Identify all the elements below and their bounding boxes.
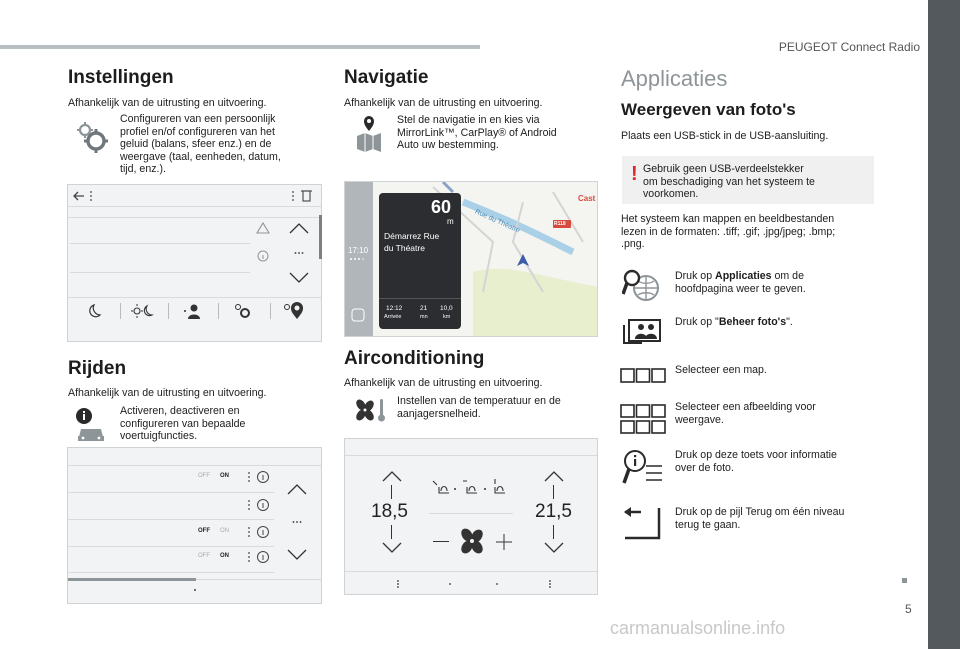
- page-indicator-icon: [294, 251, 304, 255]
- globe-search-icon: [622, 268, 660, 304]
- navigation-card: [379, 193, 461, 329]
- eta-value: 12:12: [386, 305, 403, 312]
- page-dot-icon: [193, 588, 197, 592]
- warning-text: Gebruik geen USB-verdeelstekker om beschadiging van het systeem te voorkomen.: [643, 163, 815, 200]
- toggle-off-label[interactable]: OFF: [198, 553, 210, 559]
- clock: 17:10: [348, 246, 369, 255]
- climate-screen-panel: [344, 438, 598, 595]
- step-go-back: Druk op de pijl Terug om één niveau terug te gaan.: [675, 506, 845, 531]
- profile-icon[interactable]: [180, 302, 202, 320]
- scroll-down-icon[interactable]: [286, 548, 308, 562]
- signal-dots-icon: [349, 257, 365, 261]
- menu-info-icon[interactable]: [246, 550, 272, 564]
- airconditioning-intro: Afhankelijk van de uitrusting en uitvoering.: [344, 377, 543, 389]
- temp-left-value: 18,5: [371, 501, 408, 522]
- street-line-1: Démarrez Rue: [384, 231, 440, 241]
- temp-right-value: 21,5: [535, 501, 572, 522]
- distance-value: 60: [431, 197, 452, 217]
- instellingen-intro: Afhankelijk van de uitrusting en uitvoering.: [68, 97, 267, 109]
- back-arrow-icon[interactable]: [72, 189, 96, 203]
- folder-row-icon: [620, 367, 666, 385]
- rijden-title: Rijden: [68, 358, 127, 379]
- settings-screen-panel: [67, 184, 322, 342]
- road-label: R118: [554, 221, 566, 227]
- settings-icon[interactable]: [232, 301, 254, 321]
- scrollbar[interactable]: [319, 215, 322, 259]
- info-search-icon: [622, 448, 664, 488]
- applicaties-title: Applicaties: [621, 66, 728, 91]
- driving-screen-panel: [67, 447, 322, 604]
- photo-management-icon: [622, 315, 662, 345]
- toggle-on-label[interactable]: ON: [220, 473, 229, 479]
- temp-left-down-icon[interactable]: [381, 541, 403, 555]
- street-line-2: du Théatre: [384, 243, 425, 253]
- home-button-icon[interactable]: [351, 308, 365, 322]
- panel-divider: [68, 206, 321, 207]
- remaining-km-label: km: [443, 314, 451, 320]
- step-photo-info: Druk op deze toets voor informatie over de foto.: [675, 449, 837, 474]
- info-icon: [257, 250, 269, 262]
- brightness-night-icon[interactable]: [130, 302, 154, 320]
- back-arrow-icon: [621, 506, 663, 540]
- fan-decrease-button[interactable]: [433, 541, 449, 542]
- remaining-minutes: 21: [420, 305, 428, 312]
- top-divider-bar: [0, 45, 480, 49]
- page-number: 5: [905, 602, 912, 616]
- fan-temperature-icon: [352, 397, 388, 423]
- settings-gears-icon: [74, 120, 110, 154]
- menu-info-icon[interactable]: [246, 470, 272, 484]
- rijden-intro: Afhankelijk van de uitrusting en uitvoering.: [68, 387, 267, 399]
- toggle-off-label[interactable]: OFF: [198, 473, 210, 479]
- temp-right-up-icon[interactable]: [543, 469, 565, 483]
- airconditioning-title: Airconditioning: [344, 348, 485, 369]
- menu-info-icon[interactable]: [246, 498, 272, 512]
- scroll-down-icon[interactable]: [288, 271, 310, 285]
- eta-label: Arrivée: [384, 314, 402, 320]
- street-name-label: Rue du Théatre: [473, 208, 521, 235]
- location-settings-icon[interactable]: [282, 301, 306, 321]
- step-select-folder: Selecteer een map.: [675, 364, 767, 376]
- panel-divider: [70, 272, 250, 273]
- panel-divider: [68, 217, 321, 218]
- watermark: carmanualsonline.info: [610, 618, 786, 638]
- formats-text: Het systeem kan mappen en beeldbestanden lezen in de formaten: .tiff; .gif; .jpg/jpeg; .bmp; .png.: [621, 213, 836, 250]
- toggle-off-label[interactable]: OFF: [198, 528, 210, 534]
- warning-exclamation-icon: !: [631, 163, 638, 185]
- temp-right-down-icon[interactable]: [543, 541, 565, 555]
- image-grid-icon: [620, 403, 666, 435]
- menu-info-icon[interactable]: [246, 525, 272, 539]
- climate-bottom-menu[interactable]: [395, 579, 555, 589]
- toggle-on-label[interactable]: ON: [220, 553, 229, 559]
- remaining-km: 10,0: [440, 305, 453, 312]
- fan-speed-icon: [457, 527, 487, 555]
- panel-divider: [70, 243, 250, 244]
- map-label: Cast: [578, 194, 596, 203]
- menu-trash-icon[interactable]: [290, 189, 314, 203]
- temp-left-up-icon[interactable]: [381, 469, 403, 483]
- fan-increase-button[interactable]: [495, 533, 513, 551]
- navigatie-description: Stel de navigatie in en kies via MirrorLink™, CarPlay® of Android Auto uw bestemming.: [397, 114, 557, 151]
- navigation-map-icon: [354, 114, 384, 154]
- scroll-up-icon[interactable]: [288, 221, 310, 235]
- navigatie-intro: Afhankelijk van de uitrusting en uitvoering.: [344, 97, 543, 109]
- warning-triangle-icon: [256, 222, 270, 234]
- end-marker: [902, 578, 907, 583]
- air-distribution-icons[interactable]: [429, 477, 515, 495]
- remaining-minutes-label: mn: [420, 314, 428, 320]
- airconditioning-description: Instellen van de temperatuur en de aanjagersnelheid.: [397, 395, 561, 420]
- instellingen-description: Configureren van een persoonlijk profiel en/of configureren van het geluid (balans, sfeer enz.) en de weergave (taal, eenheden, datum, tijd, enz.).: [120, 113, 281, 175]
- page-indicator-icon: [292, 520, 302, 524]
- scroll-up-icon[interactable]: [286, 482, 308, 496]
- step-beheer-fotos: Druk op "Beheer foto's".: [675, 316, 793, 328]
- step-applicaties: Druk op Applicaties om de hoofdpagina weer te geven.: [675, 270, 806, 295]
- navigatie-title: Navigatie: [344, 67, 429, 88]
- car-info-icon: [74, 407, 108, 443]
- rijden-description: Activeren, deactiveren en configureren van bepaalde voertuigfuncties.: [120, 405, 246, 442]
- night-mode-icon[interactable]: [84, 303, 102, 319]
- distance-unit: m: [447, 217, 454, 226]
- page-header: PEUGEOT Connect Radio: [778, 40, 920, 54]
- usb-instruction: Plaats een USB-stick in de USB-aansluiting.: [621, 130, 829, 142]
- step-select-image: Selecteer een afbeelding voor weergave.: [675, 401, 816, 426]
- toggle-on-label[interactable]: ON: [220, 528, 229, 534]
- instellingen-title: Instellingen: [68, 67, 174, 88]
- photos-subtitle: Weergeven van foto's: [621, 100, 796, 119]
- panel-divider: [68, 297, 321, 298]
- progress-bar: [68, 578, 196, 581]
- right-margin-bar: [928, 0, 960, 649]
